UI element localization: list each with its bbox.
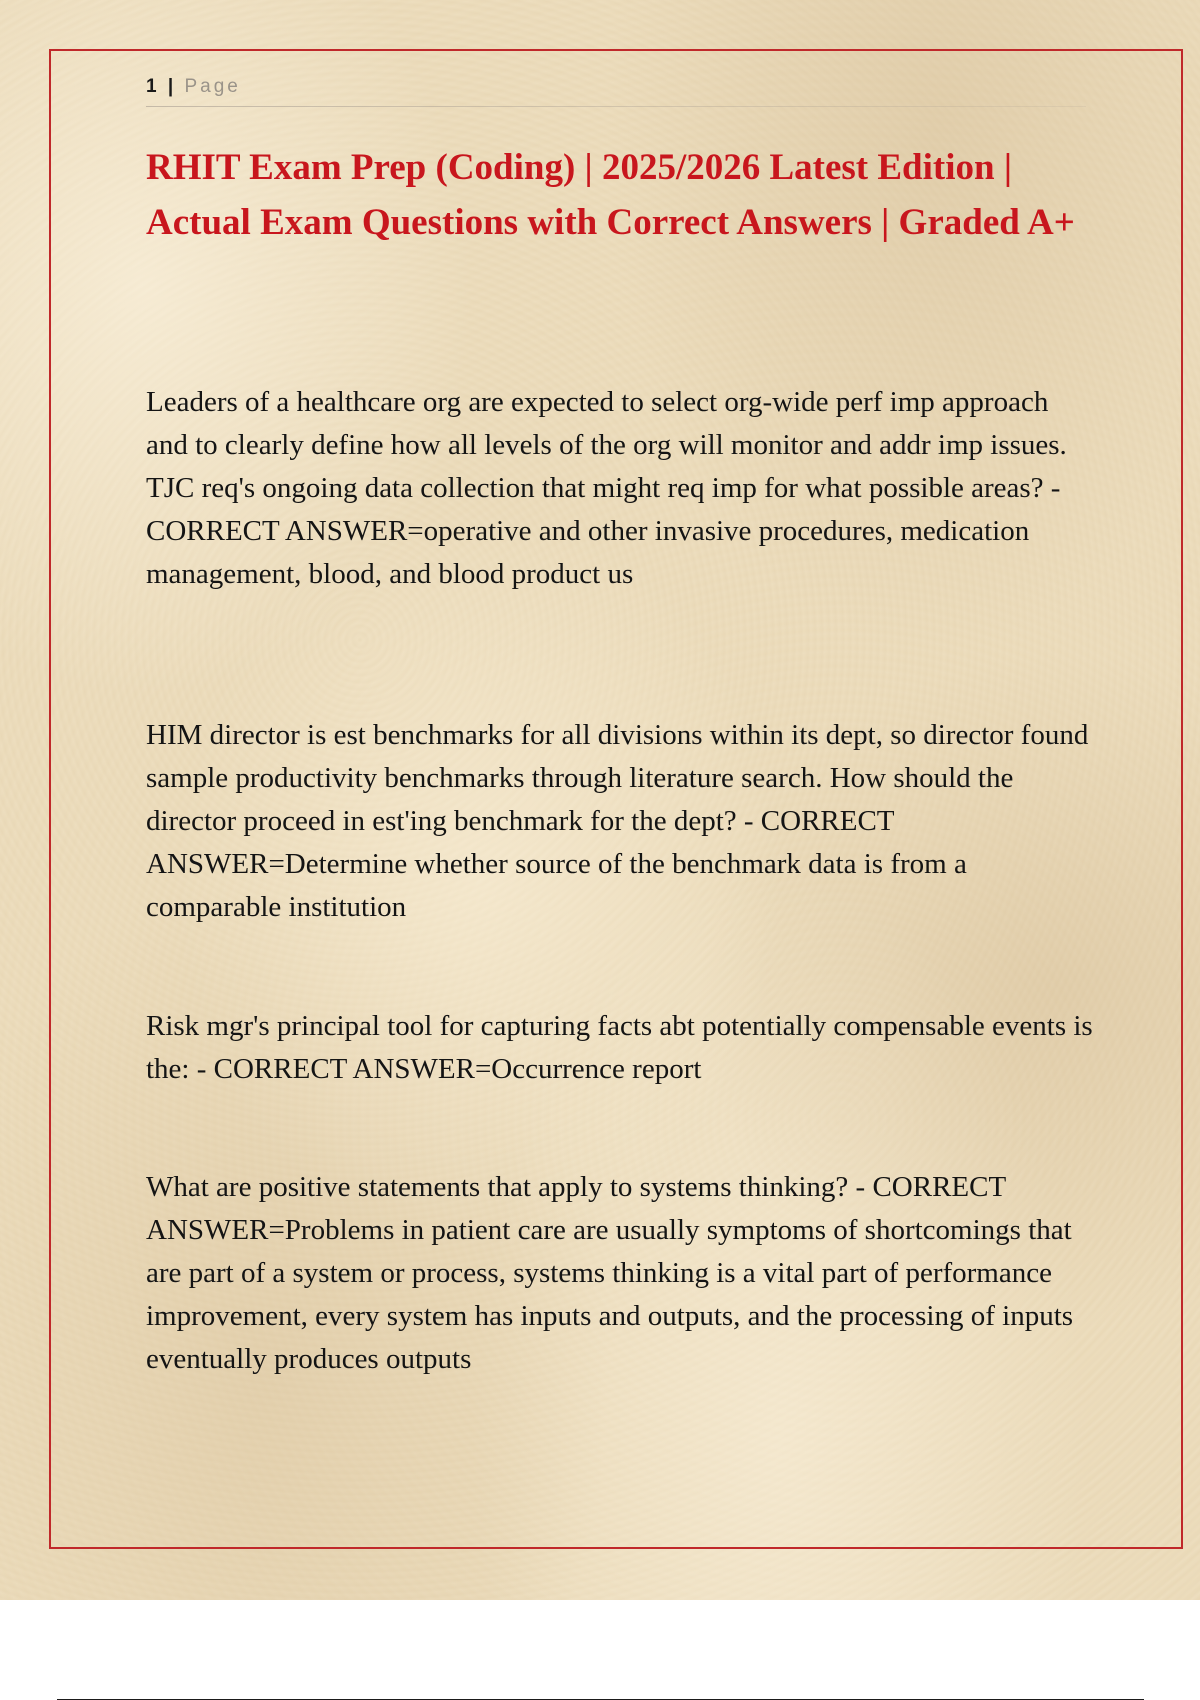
- document-title: RHIT Exam Prep (Coding) | 2025/2026 Latest Edition | Actual Exam Questions with Correct Answers | Graded A+: [146, 147, 1075, 243]
- question-answer-3: Risk mgr's principal tool for capturing facts abt potentially compensable events is the: - CORRECT ANSWER=Occurrence report: [146, 1010, 1093, 1085]
- page-separator: |: [167, 76, 177, 97]
- question-answer-2: HIM director is est benchmarks for all divisions within its dept, so director found sample productivity benchmarks through literature search. How should the director proceed in est'ing benchmark for the dept? - CORRECT ANSWER=Determine whether source of the benchmark data is from a comparable institution: [146, 719, 1089, 923]
- page-header: [146, 76, 241, 98]
- page-label: Page: [184, 76, 241, 97]
- question-answer-1: Leaders of a healthcare org are expected to select org-wide perf imp approach and to clearly define how all levels of the org will monitor and addr imp issues. TJC req's ongoing data collection that might req imp for what possible areas? - CORRECT ANSWER=operative and other invasive procedures, medication management, blood, and blood product us: [146, 386, 1067, 590]
- question-answer-4: What are positive statements that apply to systems thinking? - CORRECT ANSWER=Problems in patient care are usually symptoms of shortcomings that are part of a system or process, systems thinking is a vital part of performance improvement, every system has inputs and outputs, and the processing of inputs eventually produces outputs: [146, 1171, 1074, 1375]
- page-number: 1: [146, 76, 160, 97]
- header-divider: [146, 106, 1086, 107]
